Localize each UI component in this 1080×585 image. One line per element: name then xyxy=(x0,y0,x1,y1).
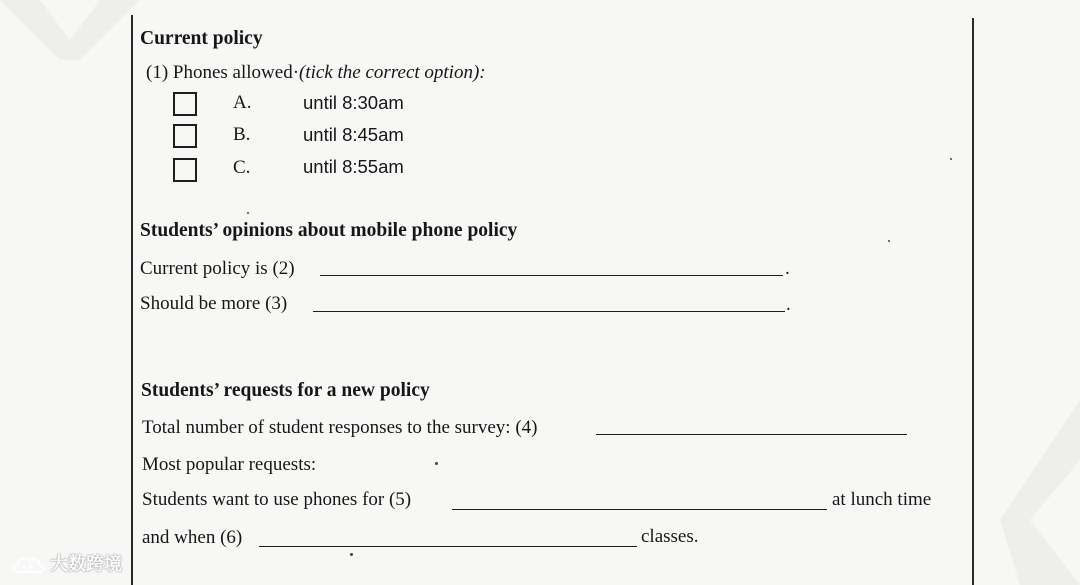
option-c-text: until 8:55am xyxy=(303,156,404,177)
scan-speck xyxy=(247,212,249,214)
form-left-border xyxy=(131,15,133,585)
option-c-letter: C. xyxy=(233,157,251,178)
question-1-instruction: (tick the correct option): xyxy=(299,62,486,83)
option-a-text: until 8:30am xyxy=(303,92,404,113)
answer-3-blank[interactable] xyxy=(313,311,785,312)
form-right-border xyxy=(972,18,974,585)
answer-5-blank[interactable] xyxy=(452,509,827,510)
scan-speck xyxy=(888,240,890,242)
answer-3-label: Should be more (3) xyxy=(140,293,288,314)
background-watermark-icon xyxy=(0,0,140,60)
answer-2-period: . xyxy=(785,258,790,279)
answer-6-blank[interactable] xyxy=(259,546,637,547)
option-b-text: until 8:45am xyxy=(303,124,404,145)
background-watermark-icon xyxy=(1000,400,1080,585)
question-1: (1) Phones allowed·(tick the correct option): xyxy=(146,62,486,83)
answer-2-label: Current policy is (2) xyxy=(140,258,295,279)
watermark xyxy=(10,552,122,578)
watermark-text: 大数跨境 xyxy=(50,554,122,575)
requests-heading: Students’ requests for a new policy xyxy=(141,380,430,401)
opinions-heading: Students’ opinions about mobile phone policy xyxy=(140,220,518,241)
option-b-checkbox[interactable] xyxy=(173,124,197,148)
answer-5-suffix: at lunch time xyxy=(832,489,932,510)
answer-4-label: Total number of student responses to the survey: (4) xyxy=(142,417,538,438)
answer-2-blank[interactable] xyxy=(320,275,783,276)
option-a-checkbox[interactable] xyxy=(173,92,197,116)
popular-requests-label: Most popular requests: xyxy=(142,454,317,475)
answer-4-blank[interactable] xyxy=(596,434,907,435)
question-1-label: (1) Phones allowed xyxy=(146,62,293,83)
answer-3-period: . xyxy=(786,294,791,315)
scan-speck xyxy=(435,462,438,465)
option-c-checkbox[interactable] xyxy=(173,158,197,182)
option-a-letter: A. xyxy=(233,92,252,113)
cloud-logo-icon xyxy=(10,554,46,576)
current-policy-heading: Current policy xyxy=(140,28,263,49)
answer-5-label: Students want to use phones for (5) xyxy=(142,489,412,510)
answer-6-label: and when (6) xyxy=(142,527,243,548)
scan-speck xyxy=(950,158,952,160)
answer-6-suffix: classes. xyxy=(641,526,699,547)
option-b-letter: B. xyxy=(233,124,251,145)
scan-speck xyxy=(350,553,353,556)
